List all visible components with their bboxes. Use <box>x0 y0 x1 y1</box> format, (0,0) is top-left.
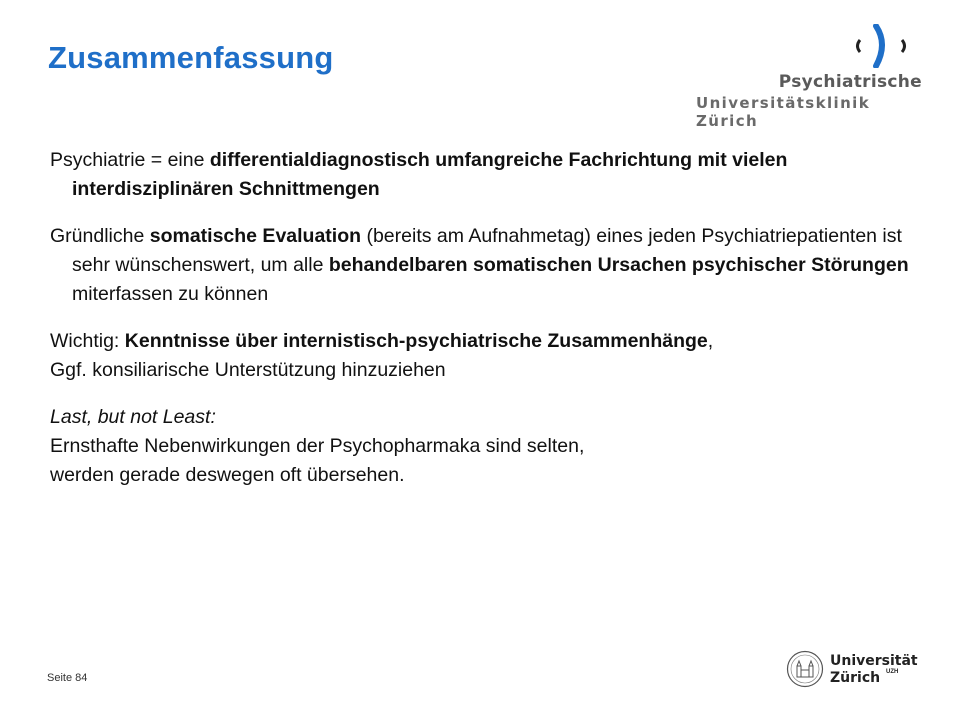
psychiatric-clinic-logo <box>696 24 926 130</box>
text-segment-bold: somatische Evaluation <box>149 225 362 247</box>
text-segment: Psychiatrie = eine <box>50 149 210 171</box>
text-segment: Gründliche <box>50 225 150 247</box>
text-segment: miterfassen zu können <box>72 283 269 305</box>
paragraph-last-not-least <box>50 403 910 490</box>
text-segment-bold: Kenntnisse über internistisch-psychiatrische Zusammenhänge <box>124 330 708 352</box>
wichtig-line <box>50 327 910 356</box>
text-segment: Wichtig: <box>50 330 125 352</box>
last-not-least-line: Last, but not Least: <box>50 406 216 428</box>
clinic-logo-mark-icon <box>852 24 912 68</box>
paragraph-wichtig <box>50 327 910 385</box>
slide-body <box>50 146 910 508</box>
uzh-name-line2: Zürich <box>830 670 881 686</box>
uebersehen-line: werden gerade deswegen oft übersehen. <box>50 464 405 486</box>
text-segment: , <box>707 330 714 352</box>
nebenwirkungen-line: Ernsthafte Nebenwirkungen der Psychopharmaka sind selten, <box>50 435 585 457</box>
uzh-logo <box>786 650 916 690</box>
paragraph-psychiatrie <box>50 146 910 204</box>
uzh-name-line1: Universität <box>830 653 918 669</box>
paragraph-somatische-evaluation <box>50 222 910 309</box>
text-segment: (bereits am Aufnahmetag) eines jeden Psychiatriepatienten ist sehr wünschenswert, um alle <box>72 225 902 276</box>
uzh-superscript: UZH <box>886 669 899 675</box>
university-seal-icon <box>786 650 824 688</box>
slide-title: Zusammenfassung <box>48 40 334 75</box>
clinic-name-line1: Psychiatrische <box>778 72 922 92</box>
text-segment-bold: behandelbaren somatischen Ursachen psychischer Störungen <box>328 254 909 276</box>
clinic-name-line2: Universitätsklinik Zürich <box>696 94 871 130</box>
text-segment-bold: differentialdiagnostisch umfangreiche Fachrichtung mit vielen interdisziplinären Schnittmengen <box>72 149 788 200</box>
konsiliarisch-line: Ggf. konsiliarische Unterstützung hinzuziehen <box>50 359 446 381</box>
page-number: Seite 84 <box>47 672 88 684</box>
